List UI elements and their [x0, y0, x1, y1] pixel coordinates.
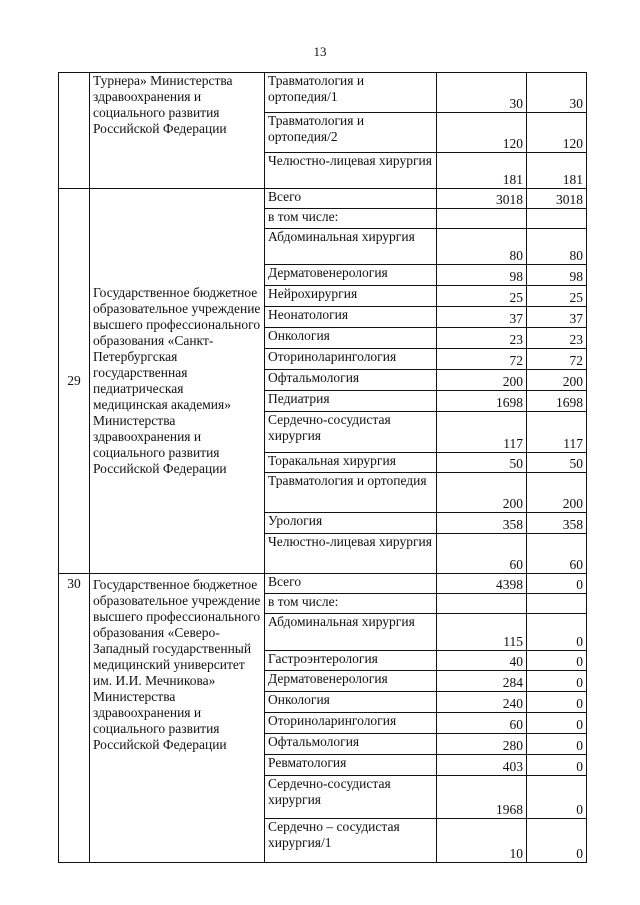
- value-allocated: 0: [527, 819, 587, 863]
- value-allocated: 120: [527, 113, 587, 153]
- specialty-name: Педиатрия: [265, 391, 437, 412]
- value-total: 280: [437, 734, 527, 755]
- value-total: 358: [437, 513, 527, 534]
- value-allocated: 72: [527, 349, 587, 370]
- table-row: [59, 189, 587, 209]
- organization-name: Государственное бюджетное образовательное учреждение высшего профессионального образования «Санкт-Петербургская государственная педиатрическая медицинская академия» Министерства здравоохранения и социального развития Российской Федерации: [90, 189, 265, 574]
- value-total: 25: [437, 286, 527, 307]
- value-allocated: [527, 209, 587, 229]
- value-total: [437, 209, 527, 229]
- value-total: 200: [437, 473, 527, 513]
- value-total: 60: [437, 534, 527, 574]
- value-allocated: 200: [527, 370, 587, 391]
- value-total: 1968: [437, 776, 527, 819]
- specialty-name: Урология: [265, 513, 437, 534]
- value-total: 181: [437, 153, 527, 189]
- value-allocated: 358: [527, 513, 587, 534]
- table-row: [59, 574, 587, 594]
- specialty-name: Онкология: [265, 692, 437, 713]
- value-total: 403: [437, 755, 527, 776]
- value-allocated: 25: [527, 286, 587, 307]
- specialty-name: в том числе:: [265, 594, 437, 614]
- value-total: 240: [437, 692, 527, 713]
- value-total: 37: [437, 307, 527, 328]
- specialty-name: Травматология и ортопедия/1: [265, 73, 437, 113]
- specialty-name: Ревматология: [265, 755, 437, 776]
- value-allocated: 30: [527, 73, 587, 113]
- value-allocated: 0: [527, 734, 587, 755]
- row-number: 30: [59, 574, 90, 863]
- value-allocated: 0: [527, 713, 587, 734]
- organization-name: Турнера» Министерства здравоохранения и социального развития Российской Федерации: [90, 73, 265, 189]
- specialty-name: Травматология и ортопедия/2: [265, 113, 437, 153]
- value-allocated: 1698: [527, 391, 587, 412]
- specialty-name: Абдоминальная хирургия: [265, 229, 437, 265]
- organization-name: Государственное бюджетное образовательное учреждение высшего профессионального образования «Северо-Западный государственный медицинский университет им. И.И. Мечникова» Министерства здравоохранения и социального развития Российской Федерации: [90, 574, 265, 863]
- value-total: 117: [437, 412, 527, 453]
- value-total: 23: [437, 328, 527, 349]
- specialty-name: Нейрохирургия: [265, 286, 437, 307]
- page-number: 13: [313, 44, 327, 59]
- value-allocated: 0: [527, 671, 587, 692]
- value-allocated: 117: [527, 412, 587, 453]
- specialty-name: Гастроэнтерология: [265, 651, 437, 671]
- specialty-name: Офтальмология: [265, 734, 437, 755]
- value-total: 284: [437, 671, 527, 692]
- value-allocated: 60: [527, 534, 587, 574]
- value-total: 80: [437, 229, 527, 265]
- value-total: 120: [437, 113, 527, 153]
- value-allocated: 37: [527, 307, 587, 328]
- specialty-name: Онкология: [265, 328, 437, 349]
- value-total: 200: [437, 370, 527, 391]
- value-allocated: 3018: [527, 189, 587, 209]
- value-allocated: 80: [527, 229, 587, 265]
- value-allocated: 23: [527, 328, 587, 349]
- value-total: 40: [437, 651, 527, 671]
- specialty-name: Сердечно-сосудистая хирургия: [265, 776, 437, 819]
- value-allocated: 0: [527, 651, 587, 671]
- value-allocated: 0: [527, 692, 587, 713]
- value-allocated: 0: [527, 755, 587, 776]
- specialty-name: Оториноларингология: [265, 713, 437, 734]
- value-total: 1698: [437, 391, 527, 412]
- specialty-name: Челюстно-лицевая хирургия: [265, 534, 437, 574]
- value-total: 50: [437, 453, 527, 473]
- specialty-name: Оториноларингология: [265, 349, 437, 370]
- value-total: 115: [437, 614, 527, 651]
- value-allocated: [527, 594, 587, 614]
- value-allocated: 0: [527, 574, 587, 594]
- specialty-name: Абдоминальная хирургия: [265, 614, 437, 651]
- value-allocated: 98: [527, 265, 587, 286]
- value-total: 30: [437, 73, 527, 113]
- value-allocated: 200: [527, 473, 587, 513]
- table-row: [59, 73, 587, 113]
- value-total: 4398: [437, 574, 527, 594]
- value-allocated: 181: [527, 153, 587, 189]
- value-total: 98: [437, 265, 527, 286]
- row-number: [59, 73, 90, 189]
- value-allocated: 50: [527, 453, 587, 473]
- specialty-name: Дерматовенерология: [265, 265, 437, 286]
- specialty-name: Неонатология: [265, 307, 437, 328]
- value-allocated: 0: [527, 614, 587, 651]
- specialty-name: Торакальная хирургия: [265, 453, 437, 473]
- value-total: 3018: [437, 189, 527, 209]
- specialty-name: Всего: [265, 189, 437, 209]
- specialty-name: Дерматовенерология: [265, 671, 437, 692]
- value-total: [437, 594, 527, 614]
- specialty-name: Сердечно-сосудистая хирургия: [265, 412, 437, 453]
- row-number: 29: [59, 189, 90, 574]
- specialty-name: в том числе:: [265, 209, 437, 229]
- specialty-name: Травматология и ортопедия: [265, 473, 437, 513]
- specialty-name: Челюстно-лицевая хирургия: [265, 153, 437, 189]
- value-total: 72: [437, 349, 527, 370]
- specialty-name: Всего: [265, 574, 437, 594]
- value-allocated: 0: [527, 776, 587, 819]
- specialty-name: Сердечно – сосудистая хирургия/1: [265, 819, 437, 863]
- value-total: 60: [437, 713, 527, 734]
- allocation-table: [58, 72, 587, 863]
- allocation-table-body: [59, 73, 587, 863]
- value-total: 10: [437, 819, 527, 863]
- specialty-name: Офтальмология: [265, 370, 437, 391]
